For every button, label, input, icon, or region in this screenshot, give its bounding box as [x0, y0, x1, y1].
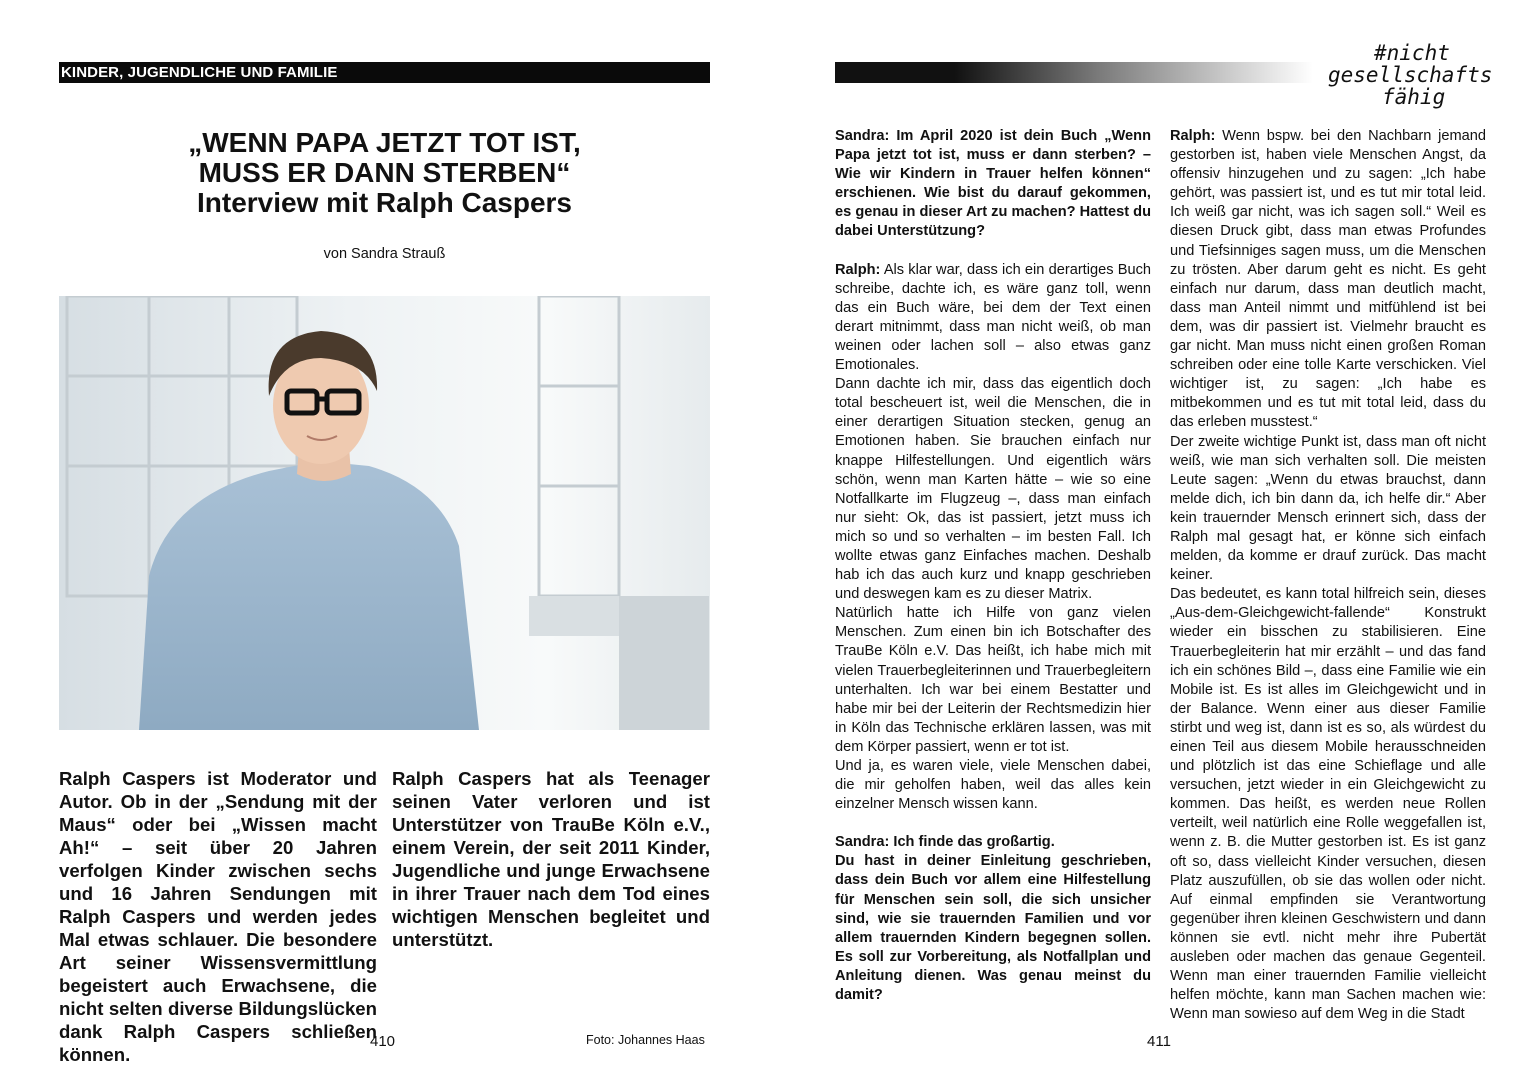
answer-2-para-3: Das bedeutet, es kann total hilfreich sein, dieses „Aus-dem-Gleichgewicht-fallende“ Konstrukt wieder ein bisschen zu stabilisieren. Eine Trauerbegleiterin hat mir erzählt – und das fand ich ein schönes Bild –, dass eine Familie wie ein Mobile ist. Es ist alles im Gleichgewicht und in der Balance. Wenn einer aus dieser Familie stirbt und weg ist, dann ist es so, als würdest du einen Teil aus diesem Mobile herausschneiden und plötzlich ist das eine Schieflage und alle versuchen, jetzt wieder in ein Gleichgewicht zu kommen. Das heißt, es werden neue Rollen verteilt, weil natürlich eine Rolle weggefallen ist, wenn z. B. die Mutter gestorben ist. Es ist ganz oft so, dass vielleicht Kinder versuchen, diesen Platz auszufüllen, ob sie das wollen oder nicht. Auf einmal empfinden sie Verantwortung gegenüber ihren kleinen Geschwistern und dann können sie evtl. nicht mehr ihre Pubertät ausleben oder machen das genaue Gegenteil. Wenn man einer trauernden Familie vielleicht helfen möchte, kann man Sachen machen wie: Wenn man sowieso auf dem Weg in die Stadt — [1170, 586, 1486, 1023]
photo-credit: Foto: Johannes Haas — [586, 1033, 705, 1047]
brand-line-2: gesellschafts — [1328, 63, 1493, 87]
title-line-1: „WENN PAPA JETZT TOT IST, — [188, 127, 581, 158]
author-byline: von Sandra Strauß — [323, 246, 446, 262]
title-subline: Interview mit Ralph Caspers — [196, 187, 572, 218]
interview-column-left — [835, 127, 1151, 1005]
answer-1-para-2: Dann dachte ich mir, dass das eigentlich doch total bescheuert ist, weil die Menschen, die in einer derartigen Situation stecken, genug an Emotionen haben. Sie brauchen einfach nur knappe Hilfestellungen. Und eigentlich wärs schön, wenn man Karten hätte – wie so eine Notfallkarte im Flugzeug –, dass man einfach nur sieht: Ok, das ist passiert, jetzt muss ich mich so und so verhalten – im besten Fall. Ich wollte etwas ganz Einfaches machen. Deshalb hab ich das auch kurz und knapp geschrieben und deswegen kam es zu dieser Matrix. — [835, 376, 1151, 603]
speaker-ralph-2: Ralph: — [1170, 128, 1216, 144]
question-2-intro: Sandra: Ich finde das großartig. — [835, 834, 1055, 851]
page-number-left: 410 — [370, 1033, 396, 1050]
page-number-right: 411 — [1147, 1033, 1171, 1050]
brand-line-1: #nicht — [1374, 41, 1450, 65]
article-title — [59, 128, 710, 218]
question-2: Du hast in deiner Einleitung geschrieben, dass dein Buch vor allem eine Hilfestellung für Menschen sein soll, die sich unsicher sind, wie sie trauernden Familien und vor allem trauernden Kindern begegnen sollen. Es soll zur Vorbereitung, als Notfallplan und Anleitung dienen. Was genau meinst du damit? — [835, 853, 1151, 1004]
answer-2-para-1: Ralph: Wenn bspw. bei den Nachbarn jemand gestorben ist, haben viele Menschen Angst, da offensiv hinzugehen und zu sagen: „Ich habe gehört, was passiert ist, und es tut mir total leid. Ich weiß gar nicht, was ich sagen soll.“ Weil es diesen Druck gibt, dass man etwas Profundes und Tiefsinniges sagen muss, um die Menschen zu trösten. Aber darum geht es nicht. Es geht einfach nur darum, dass man deutlich macht, dass man Anteil nimmt und mitfühlend ist bei dem, was dir passiert ist. Vielmehr braucht es gar nicht. Man muss nicht einen großen Roman schreiben oder eine tolle Karte verschicken. Viel wichtiger ist, zu sagen: „Ich habe es mitbekommen und es tut mit total leid, dass du das erleben musstest.“ — [1170, 128, 1486, 431]
interview-column-right — [1170, 127, 1486, 1024]
portrait-illustration — [59, 296, 710, 730]
section-header-bar — [59, 62, 710, 83]
brand-logo — [1326, 40, 1496, 110]
answer-1-para-1: Ralph: Als klar war, dass ich ein derartiges Buch schreibe, dachte ich, es wäre ganz toll, wenn das ein Buch wäre, bei dem der Text einen derart mitnimmt, dass man nicht weiß, ob man weinen oder lachen soll – also etwas ganz Emotionales. — [835, 261, 1151, 374]
answer-1-para-4: Und ja, es waren viele, viele Menschen dabei, die mir geholfen haben, weil das alles kein einzelner Mensch wissen kann. — [835, 758, 1151, 813]
portrait-photo — [59, 296, 710, 730]
answer-2-para-2: Der zweite wichtige Punkt ist, dass man oft nicht weiß, wie man sich verhalten soll. Die meisten Leute sagen: „Wenn du etwas brauchst, dann melde dich, ich bin dann da, ich helfe dir.“ Aber kein trauernder Mensch erinnert sich, dass der Ralph mal gesagt hat, er könne sich einfach melden, da komme er drauf zurück. Das macht keiner. — [1170, 433, 1486, 584]
question-1: Sandra: Im April 2020 ist dein Buch „Wenn Papa jetzt tot ist, muss er dann sterben? – Wie wir Kindern in Trauer helfen können“ erschienen. Wie bist du darauf gekommen, es genau in dieser Art zu machen? Hattest du dabei Unterstützung? — [835, 128, 1151, 240]
brand-line-3: fähig — [1382, 85, 1446, 109]
intro-text-right: Ralph Caspers hat als Teenager seinen Vater verloren und ist Unterstützer von TrauBe Köln e.V., einem Verein, der seit 2011 Kinder, Jugendliche und junge Erwachsene in ihrer Trauer nach dem Tod eines wichtigen Menschen begleitet und unterstützt. — [392, 768, 710, 950]
title-line-2: MUSS ER DANN STERBEN“ — [198, 157, 571, 188]
section-label: KINDER, JUGENDLICHE UND FAMILIE — [61, 64, 338, 81]
speaker-ralph: Ralph: — [835, 261, 881, 278]
gradient-header-bar — [835, 62, 1313, 83]
answer-1-para-3: Natürlich hatte ich Hilfe von ganz vielen Menschen. Zum einen bin ich Botschafter des TrauBe Köln e.V. Das heißt, ich habe mich mit vielen Trauerbegleiterinnen und Trauerbegleitern unterhalten. Ich war bei einem Bestatter und habe mir bei der Leiterin der Rechtsmedizin hier in Köln das Technische erklären lassen, was mit dem Körper passiert, wenn er tot ist. — [835, 605, 1151, 755]
intro-text-left: Ralph Caspers ist Moderator und Autor. Ob in der „Sendung mit der Maus“ oder bei „Wissen macht Ah!“ – seit über 20 Jahren verfolgen Kinder zwischen sechs und 16 Jahren Sendungen mit Ralph Caspers und werden jedes Mal etwas schlauer. Die besondere Art seiner Wissensvermittlung begeistert auch Erwachsene, die nicht selten diverse Bildungslücken dank Ralph Caspers schließen können. — [59, 768, 377, 1065]
